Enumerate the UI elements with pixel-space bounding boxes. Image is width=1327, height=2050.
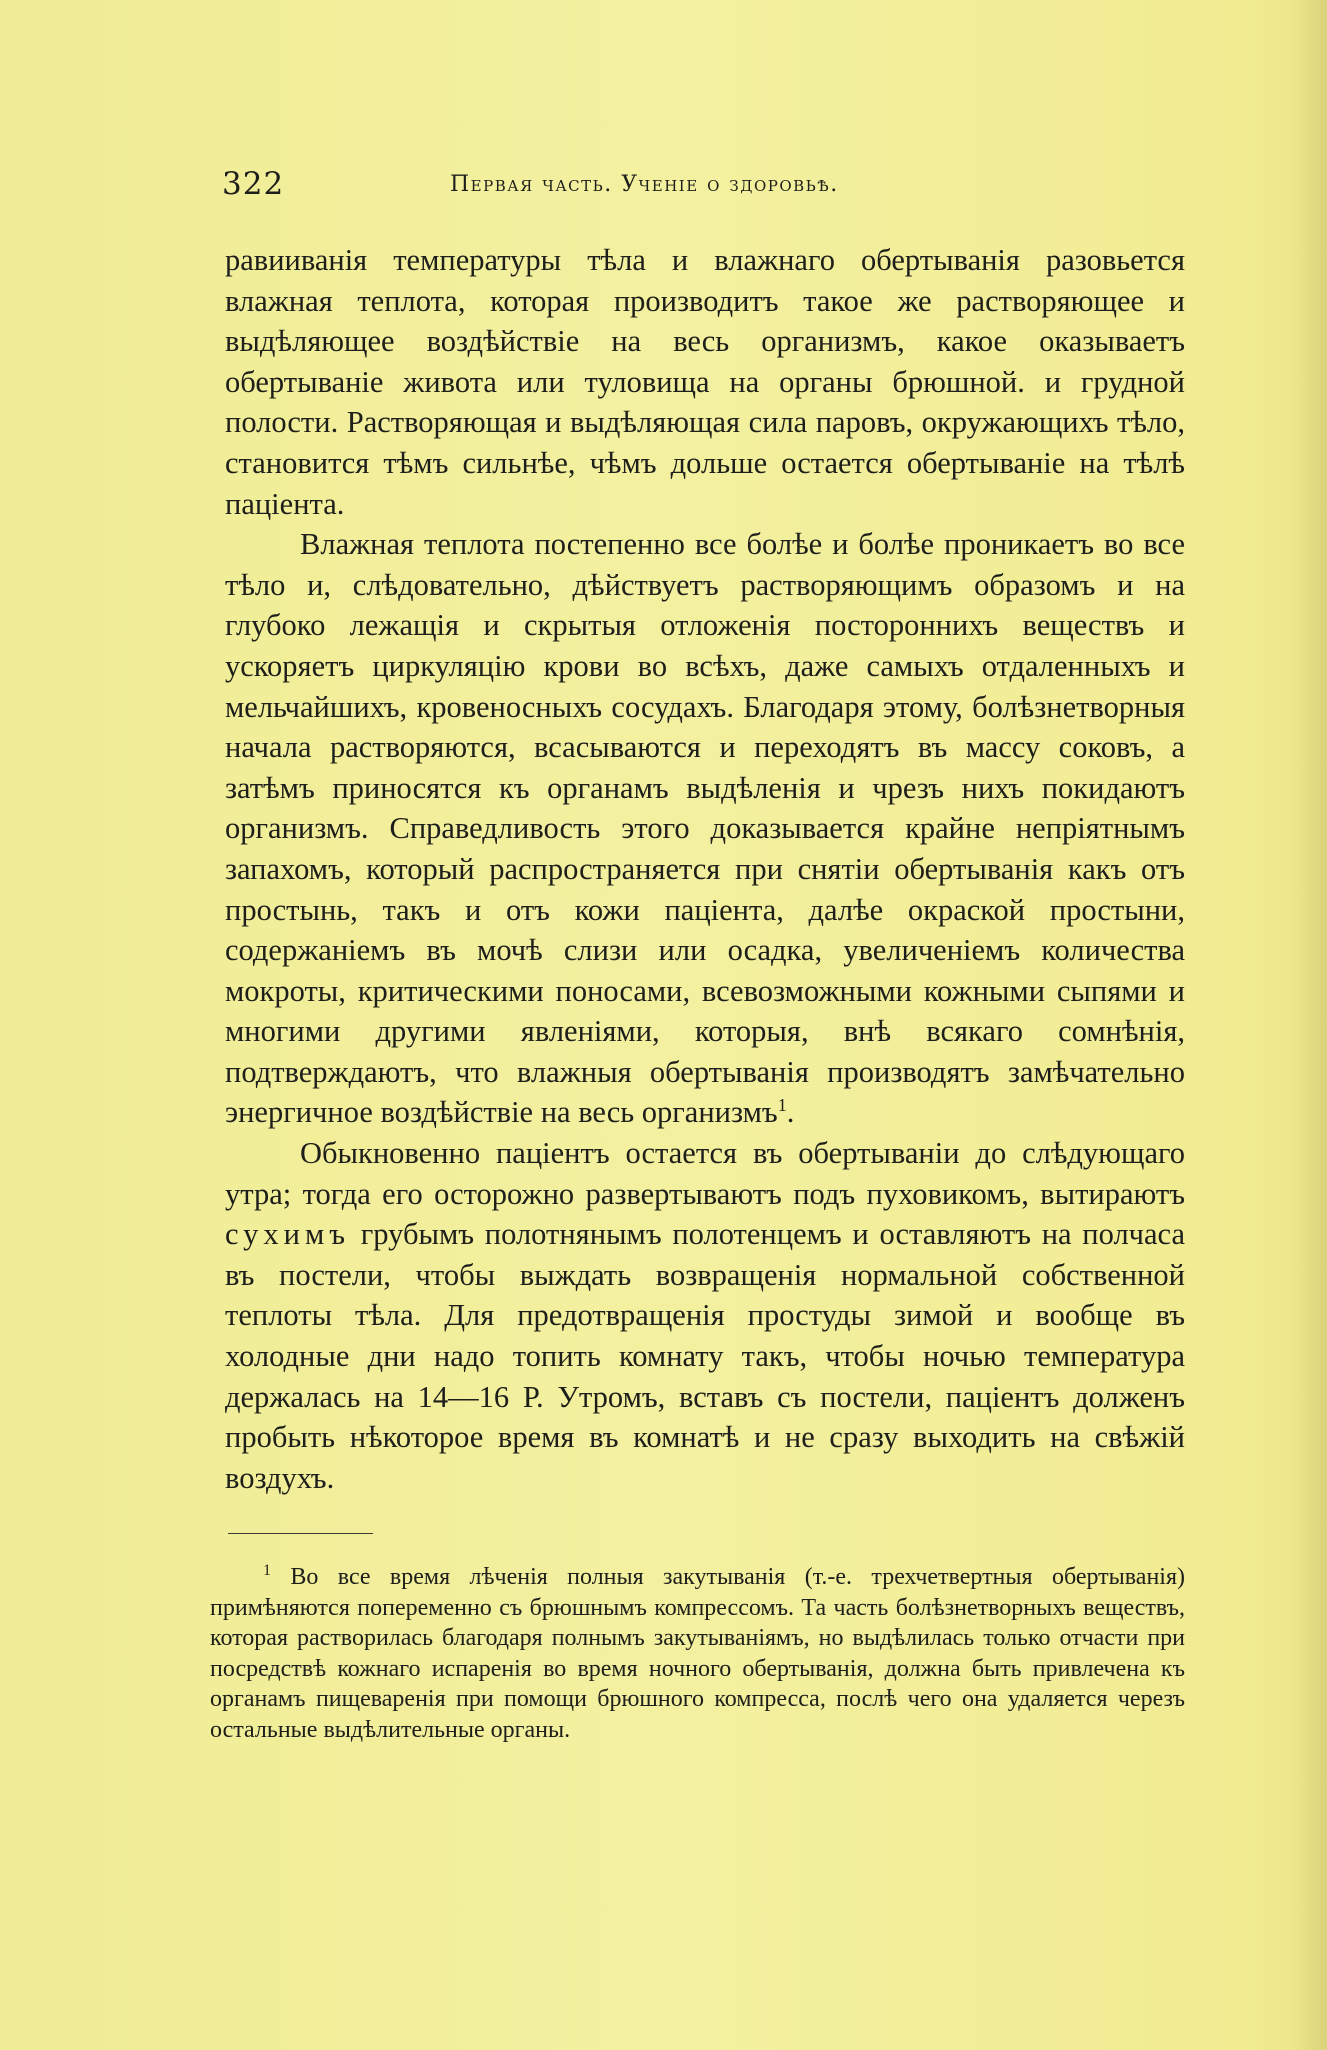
footnote-separator bbox=[228, 1533, 373, 1534]
paragraph-3-text-before: Обыкновенно паціентъ остается въ обертываніи до слѣдующаго утра; тогда его осторожно развертываютъ подъ пуховикомъ, вытираютъ bbox=[225, 1136, 1185, 1211]
paragraph-2: Влажная теплота постепенно все болѣе и болѣе проникаетъ во все тѣло и, слѣдовательно, дѣйствуетъ растворяющимъ образомъ и на глубоко лежащія и скрытыя отложенія постороннихъ веществъ и ускоряетъ циркуляцію крови во всѣхъ, даже самыхъ отдаленныхъ и мельчайшихъ, кровеносныхъ сосудахъ. Благодаря этому, болѣзнетворныя начала растворяются, всасываются и переходятъ въ массу соковъ, а затѣмъ приносятся къ органамъ выдѣленія и чрезъ нихъ покидаютъ организмъ. Справедливость этого доказывается крайне непріятнымъ запахомъ, который распространяется при снятіи обертыванія какъ отъ простынь, такъ и отъ кожи паціента, далѣе окраской простыни, содержаніемъ въ мочѣ слизи или осадка, увеличеніемъ количества мокроты, критическими поносами, всевозможными кожными сыпями и многими другими явленіями, которыя, внѣ всякаго сомнѣнія, подтверждаютъ, что влажныя обертыванія производятъ замѣчательно энергичное воздѣйствіе на весь организмъ$^1$. bbox=[225, 527, 1185, 1130]
paragraph-1-text: равииванія температуры тѣла и влажнаго обертыванія разовьется влажная теплота, которая производитъ такое же растворяющее и выдѣляющее воздѣйствіе на весь организмъ, какое оказываетъ обертываніе живота или туловища на органы брюшной. и грудной полости. Растворяющая и выдѣляющая сила паровъ, окружающихъ тѣло, становится тѣмъ сильнѣе, чѣмъ дольше остается обертываніе на тѣлѣ паціента. bbox=[225, 243, 1185, 521]
paragraph-3-text-after: грубымъ полотнянымъ полотенцемъ и оставляютъ на полчаса въ постели, чтобы выждать возвращенія нормальной собственной теплоты тѣла. Для предотвращенія простуды зимой и вообще въ холодные дни надо топить комнату такъ, чтобы ночью температура держалась на 14—16 Р. Утромъ, вставъ съ постели, паціентъ долженъ пробыть нѣкоторое время въ комнатѣ и не сразу выходить на свѣжій воздухъ. bbox=[225, 1217, 1185, 1495]
page-number: 322 bbox=[222, 166, 285, 202]
footnote-paragraph bbox=[210, 1562, 1185, 1746]
footnote-marker: 1 bbox=[263, 1562, 271, 1579]
footnote-reference: 1 bbox=[777, 1095, 787, 1116]
footnote-text: Во все время лѣченія полныя закутыванія (т.-е. трехчетвертныя обертыванія) примѣняются попеременно съ брюшнымъ компрессомъ. Та часть болѣзнетворныхъ веществъ, которая растворилась благодаря полнымъ закутываніямъ, но выдѣлилась только отчасти при посредствѣ кожнаго испаренія во время ночного обертыванія, должна быть привлечена къ органамъ пищеваренія при помощи брюшного компресса, послѣ чего она удаляется черезъ остальные выдѣлительные органы. bbox=[210, 1564, 1185, 1743]
page-header bbox=[222, 162, 1112, 212]
footnote bbox=[210, 1562, 1185, 1746]
page-edge-shadow bbox=[1293, 0, 1327, 2050]
paragraph-3-emphasis: сухимъ bbox=[225, 1217, 351, 1252]
main-text bbox=[225, 240, 1185, 1498]
paragraph-2-text: Влажная теплота постепенно все болѣе и болѣе проникаетъ во все тѣло и, слѣдовательно, дѣйствуетъ растворяющимъ образомъ и на глубоко лежащія и скрытыя отложенія постороннихъ веществъ и ускоряетъ циркуляцію крови во всѣхъ, даже самыхъ отдаленныхъ и мельчайшихъ, кровеносныхъ сосудахъ. Благодаря этому, болѣзнетворныя начала растворяются, всасываются и переходятъ въ массу соковъ, а затѣмъ приносятся къ органамъ выдѣленія и чрезъ нихъ покидаютъ организмъ. Справедливость этого доказывается крайне непріятнымъ запахомъ, который распространяется при снятіи обертыванія какъ отъ простынь, такъ и отъ кожи паціента, далѣе окраской простыни, содержаніемъ въ мочѣ слизи или осадка, увеличеніемъ количества мокроты, критическими поносами, всевозможными кожными сыпями и многими другими явленіями, которыя, внѣ всякаго сомнѣнія, подтверждаютъ, что влажныя обертыванія производятъ замѣчательно энергичное воздѣйствіе на весь организмъ bbox=[225, 527, 1185, 1130]
paragraph-3 bbox=[225, 1133, 1185, 1498]
paragraph-1 bbox=[225, 240, 1185, 524]
running-title: Первая часть. Ученіе о здоровьѣ. bbox=[450, 172, 839, 197]
